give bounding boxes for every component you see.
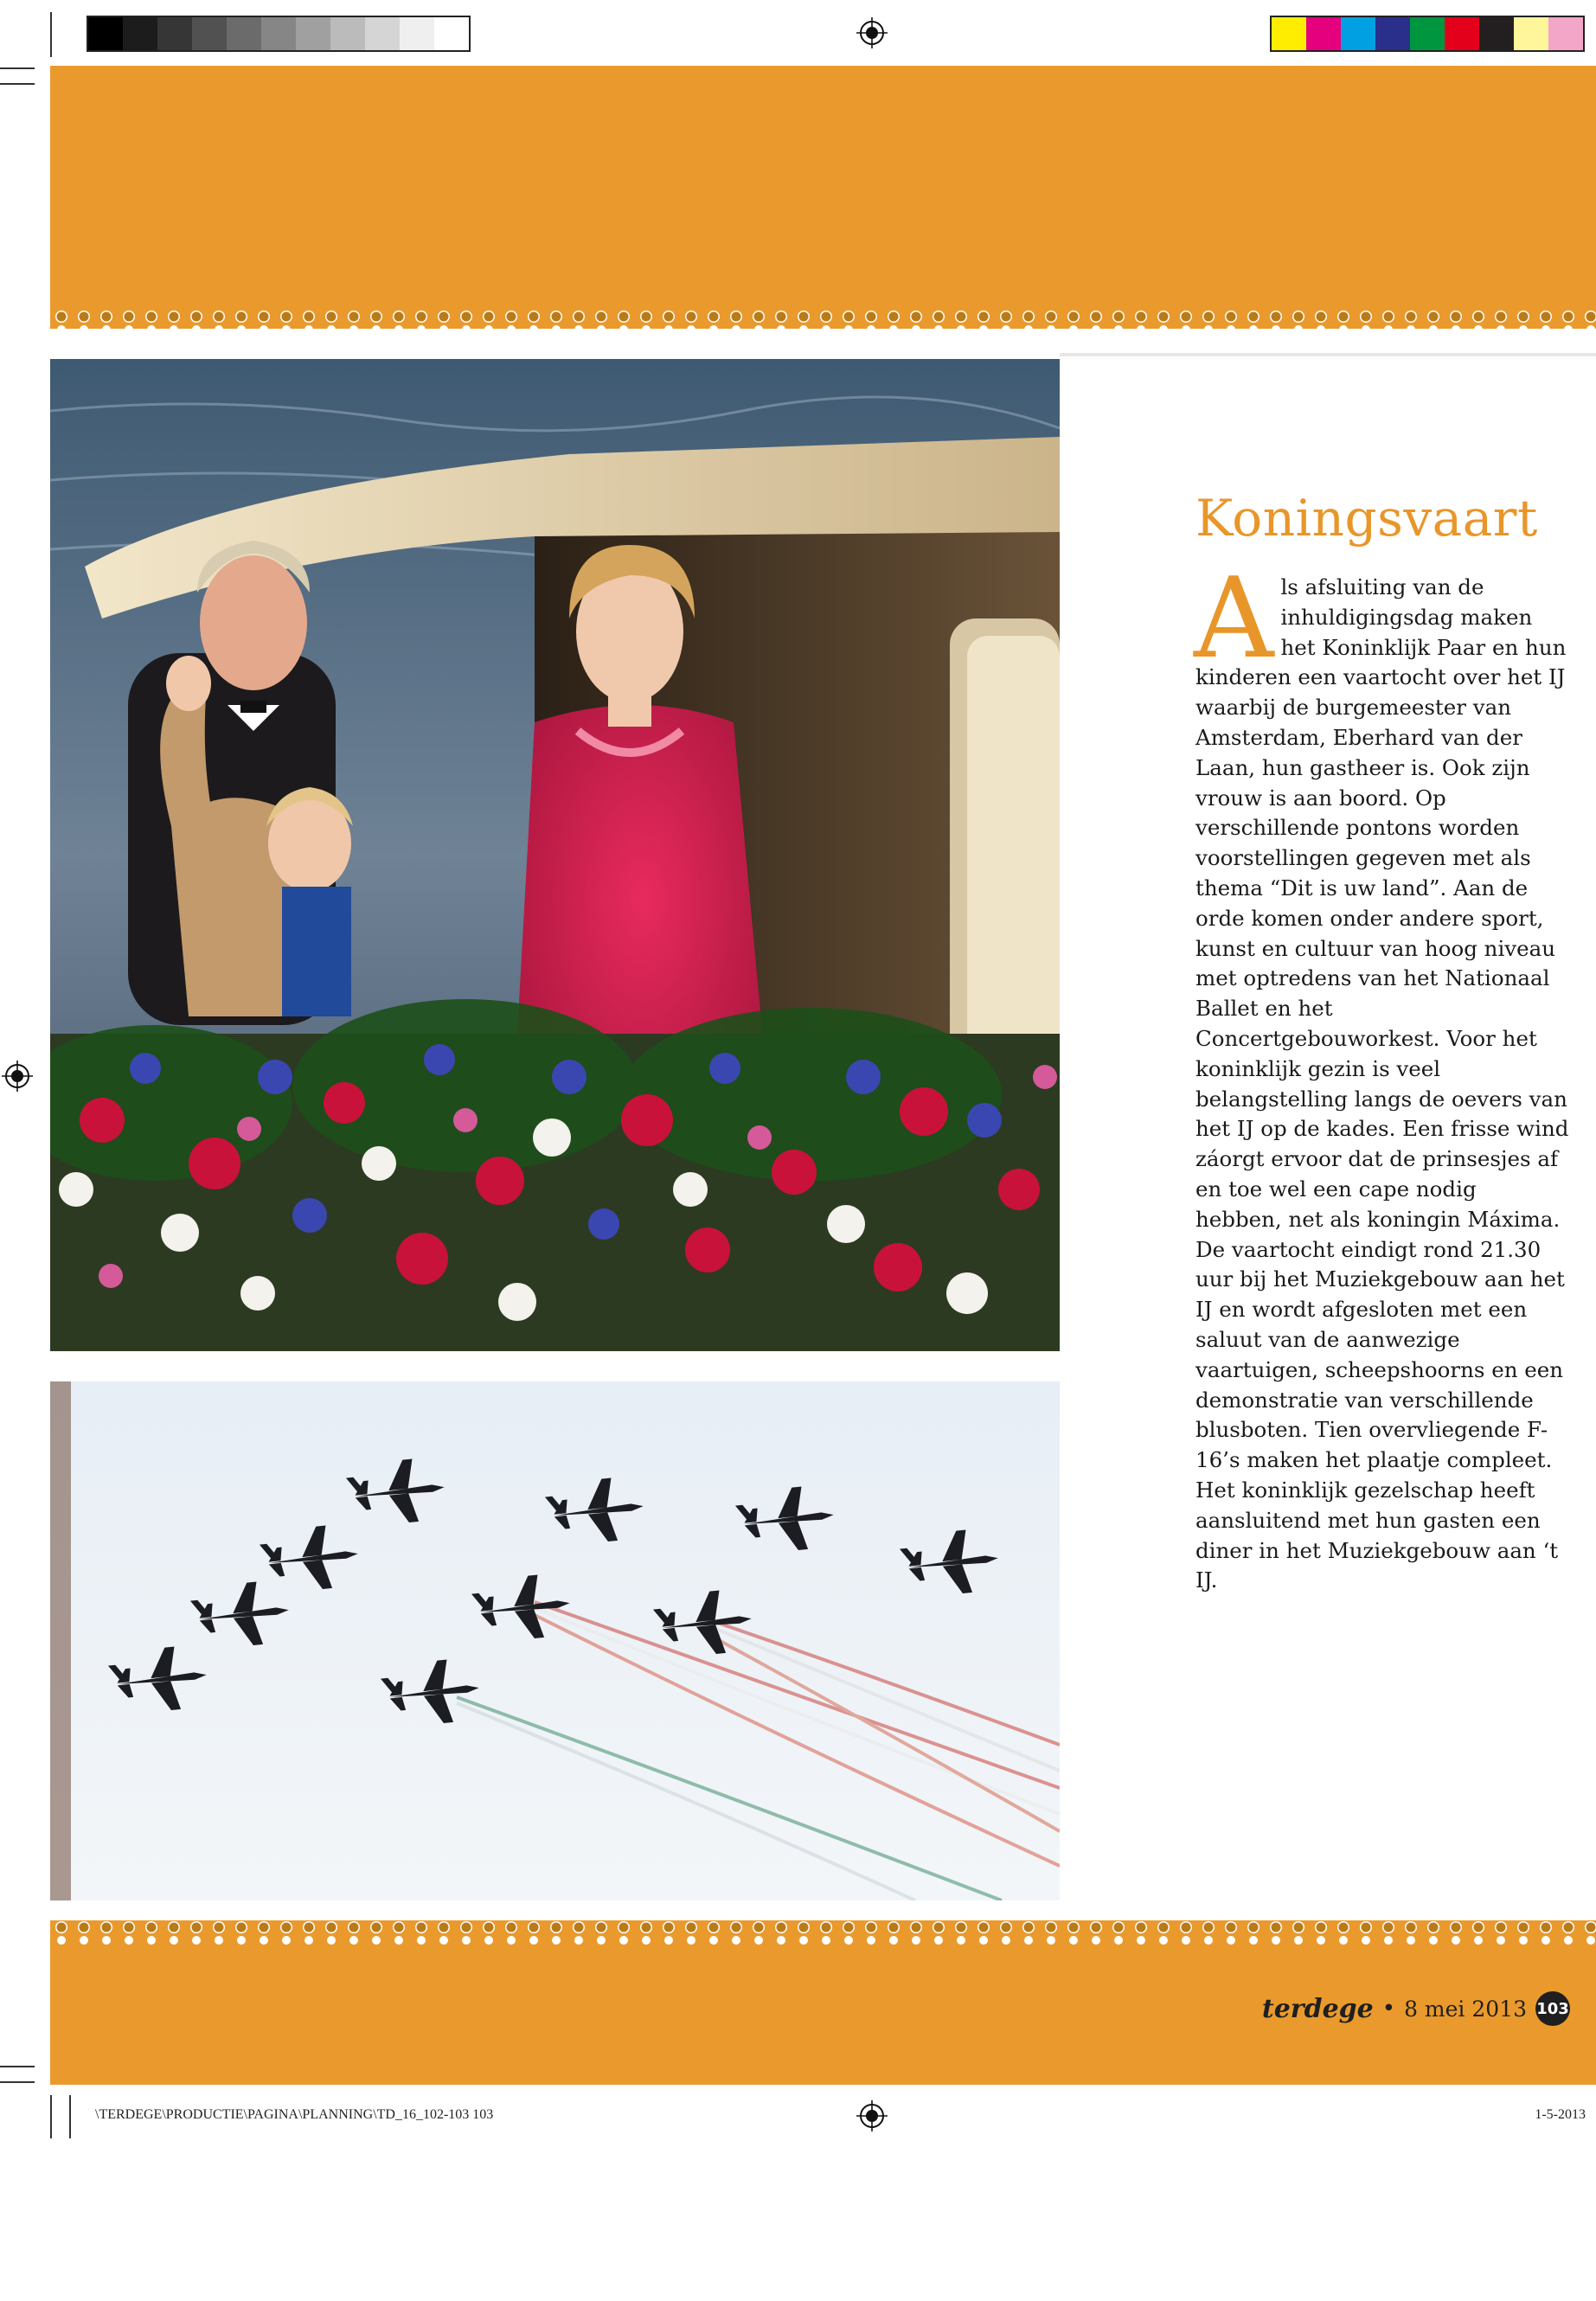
dotted-border-top: [50, 301, 1596, 343]
dotted-border-bottom: [50, 1912, 1596, 1953]
magazine-brand: terdege: [1261, 1993, 1374, 2024]
page-folio: [1262, 1991, 1570, 2026]
color-swatch: [400, 17, 434, 50]
color-swatch: [1375, 17, 1410, 50]
color-swatch: [296, 17, 330, 50]
slug-date: 1-5-2013: [1535, 2107, 1586, 2122]
crop-mark: [69, 2095, 71, 2138]
page-number: 103: [1535, 1991, 1570, 2026]
registration-mark-icon: [856, 2100, 888, 2131]
drop-cap: A: [1194, 554, 1274, 683]
color-swatch: [1306, 17, 1341, 50]
color-swatch: [88, 17, 123, 50]
process-color-bar: [1270, 16, 1585, 52]
f16-flyover-photo: [50, 1381, 1060, 1900]
color-swatch: [1341, 17, 1375, 50]
color-swatch: [261, 17, 296, 50]
header-band: [50, 66, 1596, 325]
article-title: Koningsvaart: [1195, 489, 1538, 548]
crop-mark: [0, 2066, 35, 2067]
color-swatch: [123, 17, 157, 50]
color-swatch: [434, 17, 469, 50]
boat-photo: [50, 359, 1060, 1351]
crop-mark: [50, 2095, 52, 2138]
folio-separator: •: [1381, 1996, 1396, 2022]
color-swatch: [365, 17, 400, 50]
crop-mark: [0, 2081, 35, 2083]
color-swatch: [1445, 17, 1479, 50]
grayscale-color-bar: [87, 16, 471, 52]
color-swatch: [157, 17, 192, 50]
crop-mark: [0, 83, 35, 85]
slug-path: \TERDEGE\PRODUCTIE\PAGINA\PLANNING\TD_16_102-103 103: [95, 2107, 494, 2122]
color-swatch: [192, 17, 227, 50]
registration-mark-icon: [2, 1061, 33, 1092]
divider-line: [1060, 353, 1596, 356]
color-swatch: [1514, 17, 1548, 50]
registration-mark-icon: [856, 17, 888, 48]
color-swatch: [227, 17, 261, 50]
paragraph-text: ls afsluiting van de inhuldigingsdag maken het Koninklijk Paar en hun kinderen een vaartocht over het IJ waarbij de burgemeester van Amsterdam, Eberhard van der Laan, hun gastheer is. Ook zijn vrouw is aan boord. Op verschillende pontons worden voorstellingen gegeven met als thema “Dit is uw land”. Aan de orde komen onder andere sport, kunst en cultuur van hoog niveau met optredens van het Nationaal Ballet en het Concertgebouworkest. Voor het koninklijk gezin is veel belangstelling langs de oevers van het IJ op de kades. Een frisse wind záorgt ervoor dat de prinsesjes af en toe wel een cape nodig hebben, net als koningin Máxima.: [1195, 574, 1569, 1232]
article-paragraph: De vaartocht eindigt rond 21.30 uur bij het Muziekgebouw aan het IJ en wordt afgesloten met een saluut van de aanwezige vaartuigen, scheepshoorns en een demonstratie van verschillende blusboten. Tien overvliegende F-16’s maken het plaatje compleet.: [1195, 1236, 1565, 1473]
color-swatch: [330, 17, 365, 50]
article-body: [1194, 554, 1569, 1596]
crop-mark: [50, 12, 52, 57]
color-swatch: [1479, 17, 1514, 50]
issue-date: 8 mei 2013: [1404, 1996, 1527, 2022]
color-swatch: [1548, 17, 1583, 50]
boat-photo-illustration: [50, 359, 1060, 1351]
color-swatch: [1410, 17, 1445, 50]
article-paragraph: Het koninklijk gezelschap heeft aansluitend met hun gasten een diner in het Muziekgebouw aan ‘t IJ.: [1195, 1477, 1559, 1593]
color-swatch: [1272, 17, 1306, 50]
f16-flyover-illustration: [50, 1381, 1060, 1900]
article-paragraph: [1194, 554, 1569, 1235]
crop-mark: [0, 67, 35, 69]
